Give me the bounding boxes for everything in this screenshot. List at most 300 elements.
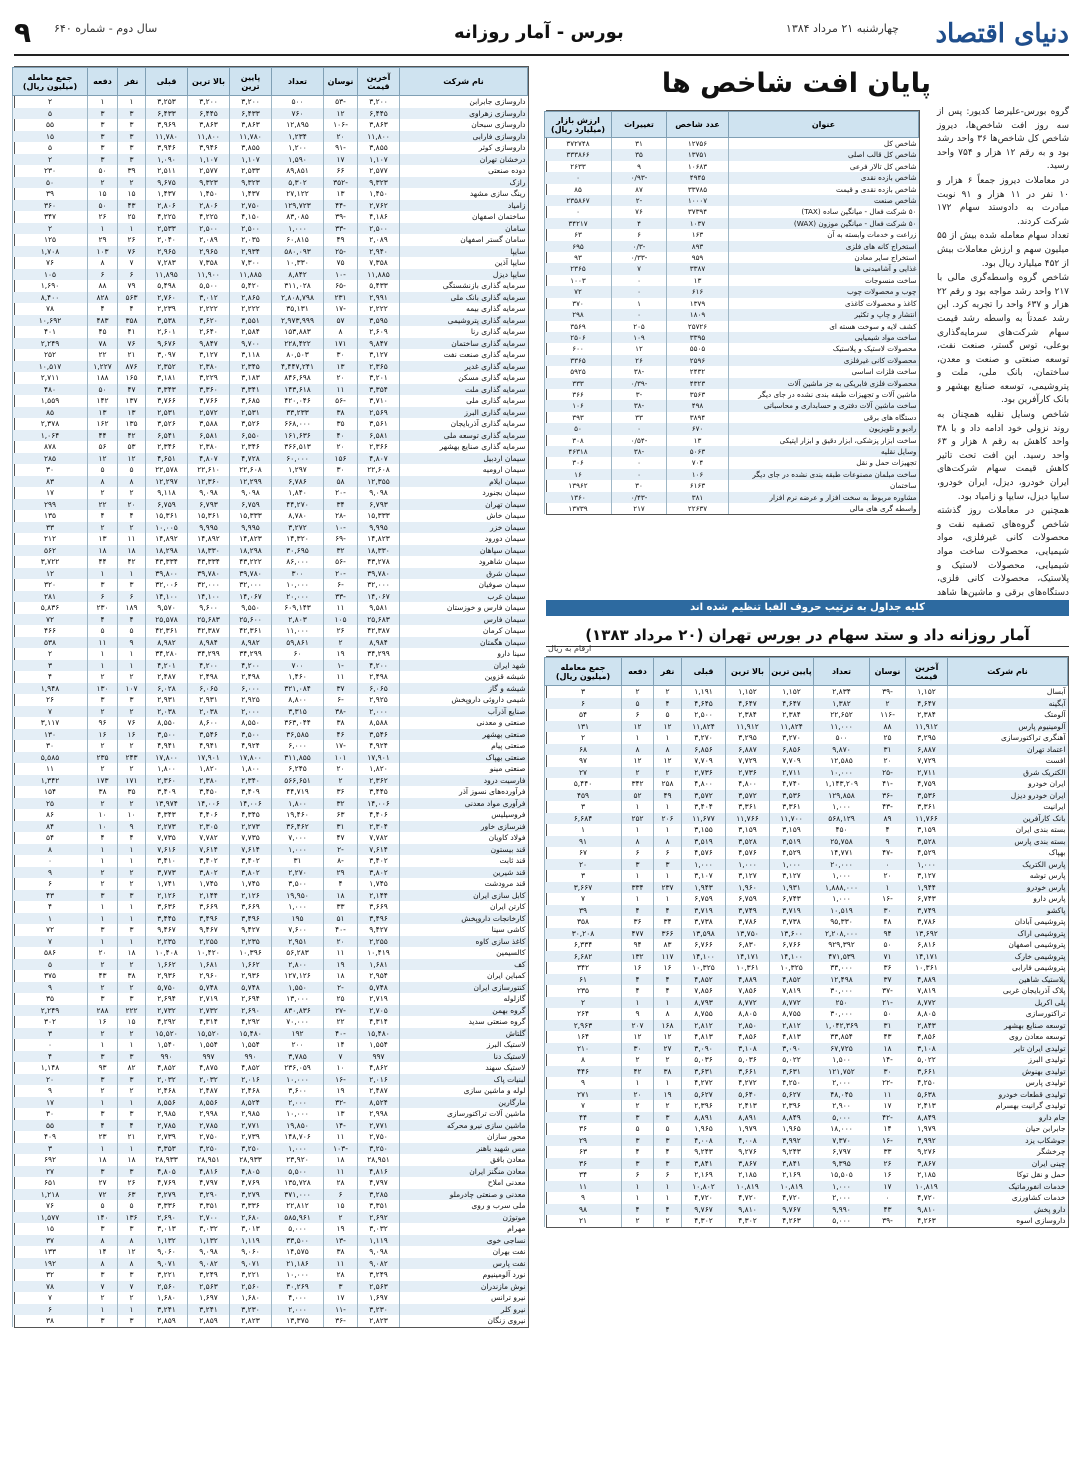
table-row xyxy=(545,241,919,252)
table-cell: ۱۳۷۳۹ xyxy=(545,503,612,514)
table-cell: ۱۱ xyxy=(324,1131,358,1143)
table-cell: ۷۸ xyxy=(13,303,88,315)
table-cell: ۴۷ xyxy=(118,384,146,396)
table-cell: ۱۵,۳۶۱ xyxy=(146,510,188,522)
table-cell: ۱۳,۹۷۴ xyxy=(146,798,188,810)
table-row xyxy=(13,993,528,1005)
table-cell: ۱ xyxy=(654,1077,682,1089)
table-row xyxy=(13,211,528,223)
table-cell: ۲۶ xyxy=(118,234,146,246)
table-cell: ۱ xyxy=(654,997,682,1009)
table-cell: ۲۲,۶۱۰ xyxy=(188,464,230,476)
table-cell: ۴۸۰ xyxy=(13,384,88,396)
row-label: پتروشیمی اصفهان xyxy=(948,939,1068,951)
table-cell: ۴۲ xyxy=(622,1066,654,1078)
table-cell: ۷۲ xyxy=(13,614,88,626)
table-cell: ۹,۳۲۳ xyxy=(188,177,230,189)
table-cell: ۴,۸۱۶ xyxy=(358,1166,400,1178)
table-cell: ۱۰۰۰۷ xyxy=(667,195,729,206)
table-cell: ۵۷ xyxy=(324,315,358,327)
table-cell: ۸۹۳ xyxy=(667,241,729,252)
row-label: آهنگری تراکتورسازی xyxy=(948,732,1068,744)
table-cell: ۳۷۳۹۴ xyxy=(667,206,729,217)
table-cell: ۲ xyxy=(13,648,88,660)
table-cell: ۴,۸۵۲ xyxy=(146,1062,188,1074)
row-label: سایپا xyxy=(400,246,528,258)
table-cell: ۳۶ xyxy=(870,962,906,974)
table-cell: -۱۰۶ xyxy=(324,119,358,131)
table-cell: ۲۰ xyxy=(870,755,906,767)
table-cell: ۷,۷۰۹ xyxy=(770,755,814,767)
row-label: آلومتک xyxy=(948,709,1068,721)
table-cell: ۵,۷۵۰ xyxy=(146,982,188,994)
table-cell: ۲ xyxy=(88,671,118,683)
table-cell: ۳,۲۴۹ xyxy=(358,1269,400,1281)
table-cell: ۲۰ xyxy=(324,372,358,384)
table-cell: -۱۱۶ xyxy=(870,709,906,721)
table-cell: ۱,۸۰۰ xyxy=(230,763,272,775)
table-row xyxy=(13,545,528,557)
table-cell: ۹ xyxy=(870,836,906,848)
table-cell: ۵۶۳ xyxy=(118,292,146,304)
table-row xyxy=(545,252,919,263)
table-cell: ۲۰ xyxy=(324,763,358,775)
row-label: سرمایه گذاری البرز xyxy=(400,407,528,419)
table-cell: ۳,۲۳۰ xyxy=(230,1304,272,1316)
table-cell: ۷,۸۱۹ xyxy=(906,985,948,997)
table-cell: ۱ xyxy=(13,913,88,925)
table-cell: ۱۰,۰۰۰ xyxy=(272,1074,324,1086)
table-cell: ۶۰۹,۱۴۳ xyxy=(272,602,324,614)
table-row xyxy=(13,96,528,108)
table-cell: ۲,۰۳۲ xyxy=(146,1074,188,1086)
table-cell: ۱۴,۱۰۰ xyxy=(146,591,188,603)
table-cell: ۳,۴۹۶ xyxy=(230,913,272,925)
table-cell: ۹ xyxy=(545,1077,622,1089)
table-row xyxy=(13,280,528,292)
table-cell: ۳,۳۵۳ xyxy=(146,1143,188,1155)
table-cell: ۳۵۶۳ xyxy=(667,389,729,400)
table-row xyxy=(13,913,528,925)
table-row xyxy=(13,1269,528,1281)
table-cell: ۳,۸۵۵ xyxy=(230,142,272,154)
table-cell: ۶,۰۰۰ xyxy=(230,683,272,695)
table-cell: ۲ xyxy=(324,775,358,787)
table-cell: ۳۰ xyxy=(13,1108,88,1120)
table-cell: ۶,۵۸۱ xyxy=(358,430,400,442)
table-cell: ۹۹۷ xyxy=(188,1051,230,1063)
table-cell: ۲,۱۸۵ xyxy=(906,1169,948,1181)
table-cell: -۳۷ xyxy=(870,985,906,997)
table-cell: ۴,۵۷۶ xyxy=(682,847,726,859)
table-cell: ۰ xyxy=(13,1039,88,1051)
table-cell: ۲۱ xyxy=(545,1215,622,1227)
table-cell: ۶,۷۶۶ xyxy=(682,939,726,951)
table-cell: ۱۲,۸۹۵ xyxy=(272,119,324,131)
column-header: پایین ترین xyxy=(770,658,814,686)
table-cell: ۸,۸۹۱ xyxy=(682,1112,726,1124)
table-row xyxy=(13,395,528,407)
table-row xyxy=(545,309,919,320)
table-cell: ۵۰۶۳ xyxy=(667,446,729,457)
table-cell: ۲,۷۵۰ xyxy=(188,1131,230,1143)
table-cell: ۱,۹۷۹ xyxy=(906,1123,948,1135)
table-cell: ۱۲ xyxy=(118,453,146,465)
table-cell: ۵۹۲۵ xyxy=(545,366,612,377)
table-cell: ۱۲ xyxy=(654,721,682,733)
table-cell: ۹,۷۰۰ xyxy=(230,338,272,350)
table-row xyxy=(13,131,528,143)
table-cell: ۱۵,۳۶۱ xyxy=(188,510,230,522)
table-cell: ۲,۹۷۳,۹۹۹ xyxy=(272,315,324,327)
table-cell: ۴,۶۴۷ xyxy=(726,698,770,710)
table-cell: ۲۵,۶۸۳ xyxy=(358,614,400,626)
table-cell: ۱۱ xyxy=(118,533,146,545)
row-label: سیمان خزر xyxy=(400,522,528,534)
table-cell: ۲,۳۶۶ xyxy=(358,441,400,453)
table-cell: ۱۱,۷۸۰ xyxy=(230,131,272,143)
table-cell: ۳,۶۶۹ xyxy=(358,901,400,913)
table-cell: ۲,۶۸۰ xyxy=(230,1212,272,1224)
table-cell: ۱۱,۸۲۴ xyxy=(770,721,814,733)
table-cell: ۳۶ xyxy=(324,786,358,798)
table-cell: ۱۰,۳۳۰ xyxy=(272,257,324,269)
table-cell: ۷,۲۸۳ xyxy=(146,257,188,269)
table-cell: ۲,۸۰۶ xyxy=(188,200,230,212)
column-header: تغییرات xyxy=(612,112,667,138)
table-cell: ۹,۶۷۵ xyxy=(146,177,188,189)
table-cell: ۳۳۶۵ xyxy=(545,355,612,366)
table-cell: ۲ xyxy=(88,706,118,718)
table-row xyxy=(545,1054,1068,1066)
table-row xyxy=(545,343,919,354)
table-cell: ۹,۳۲۳ xyxy=(230,177,272,189)
table-cell: ۱ xyxy=(88,1304,118,1316)
table-cell: ۲,۲۷۰ xyxy=(272,867,324,879)
table-cell: ۵,۵۰۰ xyxy=(188,280,230,292)
table-cell: ۳ xyxy=(622,1158,654,1170)
table-cell: ۱,۱۰۷ xyxy=(230,154,272,166)
table-cell: ۱۵,۳۳۳ xyxy=(358,510,400,522)
table-row xyxy=(545,985,1068,997)
table-cell: ۲,۴۹۸ xyxy=(230,671,272,683)
table-cell: ۳۲ xyxy=(324,545,358,557)
table-cell: ۱۲ xyxy=(622,755,654,767)
table-cell: ۳۴۲ xyxy=(622,778,654,790)
table-cell: ۲,۳۹۶ xyxy=(770,1100,814,1112)
table-cell: ۳۹ xyxy=(118,165,146,177)
table-cell: ۳,۵۰۰ xyxy=(272,878,324,890)
table-cell: ۲,۷۷۱ xyxy=(230,1120,272,1132)
table-cell: ۳,۲۷۲ xyxy=(272,522,324,534)
table-cell: ۵۰ xyxy=(13,177,88,189)
table-cell: ۶۰۰ xyxy=(545,343,612,354)
table-row xyxy=(545,412,919,423)
row-label: جام دارو xyxy=(948,1112,1068,1124)
table-cell: ۳ xyxy=(545,686,622,698)
column-header: جمع معامله (میلیون ریال) xyxy=(545,658,622,686)
table-cell: ۲,۱۴۴ xyxy=(358,890,400,902)
table-cell: ۳۸ xyxy=(324,407,358,419)
table-cell: ۱۴ xyxy=(324,1039,358,1051)
row-label: پارس الکتریک xyxy=(948,859,1068,871)
table-cell: ۱,۵۵۴ xyxy=(188,1039,230,1051)
table-cell: ۱۷ xyxy=(324,1292,358,1304)
sort-note-bar: کلیه جداول به ترتیب حروف الفبا تنظیم شده اند xyxy=(546,600,1069,616)
table-cell: ۶,۷۴۳ xyxy=(906,893,948,905)
table-cell: -۰/۳۳ xyxy=(612,252,667,263)
table-row xyxy=(13,798,528,810)
table-cell: ۳ xyxy=(654,1112,682,1124)
table-cell: ۴۳ xyxy=(88,970,118,982)
table-cell: ۱۱,۸۰۰ xyxy=(358,131,400,143)
table-cell: ۴,۲۵۰ xyxy=(770,1077,814,1089)
table-cell: ۱,۰۰۰ xyxy=(814,1181,870,1193)
row-label: بهپاک xyxy=(948,847,1068,859)
table-cell: ۹ xyxy=(13,1085,88,1097)
table-cell: ۲,۹۴۰ xyxy=(358,246,400,258)
table-cell: ۳۳,۰۰۰ xyxy=(814,962,870,974)
table-cell: -۲ xyxy=(324,982,358,994)
table-cell: ۲۲ xyxy=(324,1016,358,1028)
table-cell: ۴,۳۴۵ xyxy=(230,809,272,821)
table-row xyxy=(13,1005,528,1017)
table-cell: ۵,۵۰۰ xyxy=(272,1166,324,1178)
table-cell: ۱۰۳۷ xyxy=(667,218,729,229)
table-cell: ۴,۱۵۰ xyxy=(230,211,272,223)
table-row xyxy=(13,188,528,200)
table-row xyxy=(545,813,1068,825)
row-label: نیروی زنگان xyxy=(400,1315,528,1327)
row-label: چرخشگر xyxy=(948,1146,1068,1158)
row-label: سیمان صوفیان xyxy=(400,579,528,591)
row-label: سیمان فارس و خوزستان xyxy=(400,602,528,614)
table-cell: ۷ xyxy=(545,1100,622,1112)
row-label: پتروشیمی اراک xyxy=(948,928,1068,940)
table-cell: ۱۱,۰۰۰ xyxy=(272,625,324,637)
table-cell: -۰/۳ xyxy=(612,241,667,252)
table-row xyxy=(13,671,528,683)
row-label: ماشین آلات تراکتورسازی xyxy=(400,1108,528,1120)
table-row xyxy=(13,982,528,994)
table-row xyxy=(13,418,528,430)
table-cell: ۶۵۱ xyxy=(13,1177,88,1189)
table-cell: ۱ xyxy=(654,1192,682,1204)
table-cell: ۲۲,۶۵۲ xyxy=(814,709,870,721)
table-row xyxy=(545,905,1068,917)
table-cell: ۵۶ xyxy=(88,441,118,453)
table-cell: ۵ xyxy=(654,709,682,721)
table-cell: ۲,۶۰۱ xyxy=(146,326,188,338)
table-cell: ۳۴۷ xyxy=(13,211,88,223)
table-cell: ۲ xyxy=(88,740,118,752)
row-label: تولیدی ایران تایر xyxy=(948,1043,1068,1055)
table-row xyxy=(13,763,528,775)
row-label: واسطه گری های مالی xyxy=(729,503,919,514)
table-cell: ۲,۳۸۰ xyxy=(188,441,230,453)
table-cell: ۳۸ xyxy=(324,1246,358,1258)
table-cell: ۳۳۹۵ xyxy=(667,332,729,343)
table-cell: ۲۲,۵۷۸ xyxy=(146,464,188,476)
table-cell: ۲,۳۰۵ xyxy=(188,821,230,833)
table-cell: ۳۷ xyxy=(870,974,906,986)
table-cell: ۲,۶۹۴ xyxy=(146,993,188,1005)
table-cell: ۴۸۳ xyxy=(88,315,118,327)
table-cell: ۸ xyxy=(654,1008,682,1020)
table-cell: ۲,۱۴۴ xyxy=(188,890,230,902)
table-cell: ۳۱ xyxy=(612,138,667,150)
table-cell: -۲۵ xyxy=(324,246,358,258)
row-label: معادن بافق xyxy=(400,1154,528,1166)
row-label: صنعتی بهشهر xyxy=(400,729,528,741)
table-cell: ۳۲ xyxy=(324,798,358,810)
table-cell: ۱,۰۰۰ xyxy=(682,859,726,871)
table-cell: ۳,۵۶۱ xyxy=(358,418,400,430)
table-cell: ۲,۲۳۵ xyxy=(146,936,188,948)
table-cell: ۱۸۹ xyxy=(118,602,146,614)
table-row xyxy=(13,591,528,603)
table-cell: ۱۵,۴۸۰ xyxy=(230,1028,272,1040)
table-cell: ۲۳۷ xyxy=(654,882,682,894)
table-cell: ۴ xyxy=(118,303,146,315)
table-cell: ۵,۳۰۲ xyxy=(272,177,324,189)
table-cell: ۳۴,۲۸۰ xyxy=(146,648,188,660)
table-cell: ۱۷,۹۰۱ xyxy=(358,752,400,764)
table-cell: ۳۰,۰۰۰ xyxy=(814,1008,870,1020)
table-cell: ۳,۲۹۰ xyxy=(188,1189,230,1201)
table-row xyxy=(545,286,919,297)
table-cell: ۱ xyxy=(622,1181,654,1193)
table-row xyxy=(13,1051,528,1063)
table-cell: ۲۰ xyxy=(870,870,906,882)
row-label: معادن منگنز ایران xyxy=(400,1166,528,1178)
row-label: کنتورسازی ایران xyxy=(400,982,528,994)
table-cell: ۵۸۶ xyxy=(13,947,88,959)
table-cell: ۲,۲۵۵ xyxy=(358,936,400,948)
table-cell: ۴,۳۱۴ xyxy=(188,1016,230,1028)
table-cell: ۲,۹۸۵ xyxy=(146,1108,188,1120)
unit-label: ارقام به ریال xyxy=(548,644,592,653)
table-cell: ۱,۲۰۰ xyxy=(272,142,324,154)
table-cell: ۳,۳۱۵ xyxy=(272,706,324,718)
table-cell: ۲,۷۳۶ xyxy=(682,767,726,779)
article-paragraph: تعداد سهام معامله شده بیش از ۵۵ میلیون سهم و ارزش معاملات بیش از ۴۵۲ میلیارد ریال بود. xyxy=(937,231,1069,269)
table-cell: ۲۴۳ xyxy=(118,752,146,764)
table-cell: ۲۰ xyxy=(88,947,118,959)
table-cell: ۱,۹۴۸ xyxy=(13,683,88,695)
table-cell: ۳,۲۴۱ xyxy=(146,1304,188,1316)
table-cell: ۲ xyxy=(118,959,146,971)
table-cell: ۱ xyxy=(622,997,654,1009)
table-cell: ۶,۸۱۶ xyxy=(906,939,948,951)
table-cell: -۶ xyxy=(324,579,358,591)
row-label: فرآورده‌های نسوز آذر xyxy=(400,786,528,798)
table-cell: ۲,۹۶۵ xyxy=(146,246,188,258)
table-cell: ۳,۱۲۷ xyxy=(906,870,948,882)
article-paragraph: در معاملات دیروز جمعاً ۶ هزار و ۱۰ نفر در ۱۱ هزار و ۹۱ نوبت مبادرت به دادوستد سهام ۱۷۲ شرکت کردند. xyxy=(937,175,1069,227)
table-cell: ۲,۰۰۰ xyxy=(272,1304,324,1316)
table-cell: ۱۴,۰۶۷ xyxy=(230,591,272,603)
table-cell: -۱۳ xyxy=(324,1235,358,1247)
daily-stats-title: آمار روزانه داد و ستد سهام در بورس تهران (۲۰ مرداد ۱۳۸۳) xyxy=(546,624,1069,647)
table-cell: ۱,۲۱۸ xyxy=(13,1189,88,1201)
table-cell: ۱۰,۰۰۰ xyxy=(272,1108,324,1120)
table-cell: ۶۰,۰۰۰ xyxy=(272,453,324,465)
table-cell: ۴,۸۵۲ xyxy=(230,1062,272,1074)
table-cell: ۴۳,۳۳۴ xyxy=(188,556,230,568)
column-header: آخرین قیمت xyxy=(358,68,400,96)
table-cell: ۶,۷۵۹ xyxy=(682,893,726,905)
table-cell: ۲ xyxy=(622,1100,654,1112)
table-cell: ۹,۶۰۰ xyxy=(188,602,230,614)
table-cell: ۱۱,۶۷۷ xyxy=(682,813,726,825)
table-cell: ۳۳۳ xyxy=(545,378,612,389)
table-cell: ۴,۸۰۰ xyxy=(682,778,726,790)
table-cell: ۲۸۱ xyxy=(13,591,88,603)
table-cell: ۲۳ xyxy=(88,1131,118,1143)
table-cell: ۷۶ xyxy=(13,257,88,269)
table-cell: ۰ xyxy=(545,172,612,183)
table-row xyxy=(545,298,919,309)
table-cell: -۳۹ xyxy=(870,686,906,698)
table-cell: ۱۹۵ xyxy=(272,913,324,925)
table-cell: -۴۷ xyxy=(870,847,906,859)
table-cell: ۲,۹۶۰ xyxy=(188,970,230,982)
table-cell: ۱۰۵ xyxy=(324,614,358,626)
table-row xyxy=(13,1143,528,1155)
table-cell: ۵۴ xyxy=(545,709,622,721)
table-cell: ۲,۹۵۴ xyxy=(358,970,400,982)
table-cell: ۳,۲۰۰ xyxy=(358,96,400,108)
row-label: تولیدی بهنوش xyxy=(948,1066,1068,1078)
table-cell: ۲,۷۱۹ xyxy=(358,993,400,1005)
table-cell: ۲,۳۴۵ xyxy=(230,361,272,373)
table-cell: ۴۷۱,۵۳۹ xyxy=(814,951,870,963)
table-cell: ۳,۴۵۰ xyxy=(188,786,230,798)
table-cell: ۱ xyxy=(88,1143,118,1155)
table-cell: ۵ xyxy=(622,1123,654,1135)
table-cell: ۱۷,۹۰۱ xyxy=(188,752,230,764)
table-cell: ۱,۵۹۰ xyxy=(272,154,324,166)
table-cell: ۴,۲۲۵ xyxy=(188,211,230,223)
table-cell: ۳,۶۳۱ xyxy=(682,1066,726,1078)
table-row xyxy=(545,1123,1068,1135)
table-cell: ۷۰۴ xyxy=(667,457,729,468)
table-cell: ۲,۹۵۱ xyxy=(272,936,324,948)
table-cell: ۵۸۰,۰۹۳ xyxy=(272,246,324,258)
table-cell: ۳ xyxy=(118,1108,146,1120)
table-cell: ۵ xyxy=(13,108,88,120)
table-cell: ۸ xyxy=(88,1258,118,1270)
table-cell: ۳,۵۲۶ xyxy=(146,418,188,430)
table-cell: ۳,۸۵۵ xyxy=(358,142,400,154)
row-label: سیمان فارس xyxy=(400,614,528,626)
table-cell: ۹,۲۴۳ xyxy=(770,1146,814,1158)
table-row xyxy=(545,1008,1068,1020)
table-cell: ۳۰,۲۰۸ xyxy=(545,928,622,940)
table-cell: ۱۳۷۹ xyxy=(667,298,729,309)
table-cell: ۴,۷۲۸ xyxy=(230,453,272,465)
table-cell: ۲,۵۶۳ xyxy=(358,1281,400,1293)
table-cell: ۰ xyxy=(612,275,667,286)
column-header: تعداد xyxy=(814,658,870,686)
table-cell: ۳۷۲۷۴۸ xyxy=(545,138,612,150)
table-cell: ۶ xyxy=(88,269,118,281)
table-cell: ۱ xyxy=(118,1143,146,1155)
table-cell: ۳۲ xyxy=(13,1269,88,1281)
table-cell: ۱۸ xyxy=(324,1154,358,1166)
table-cell: ۳,۱۰۷ xyxy=(682,870,726,882)
